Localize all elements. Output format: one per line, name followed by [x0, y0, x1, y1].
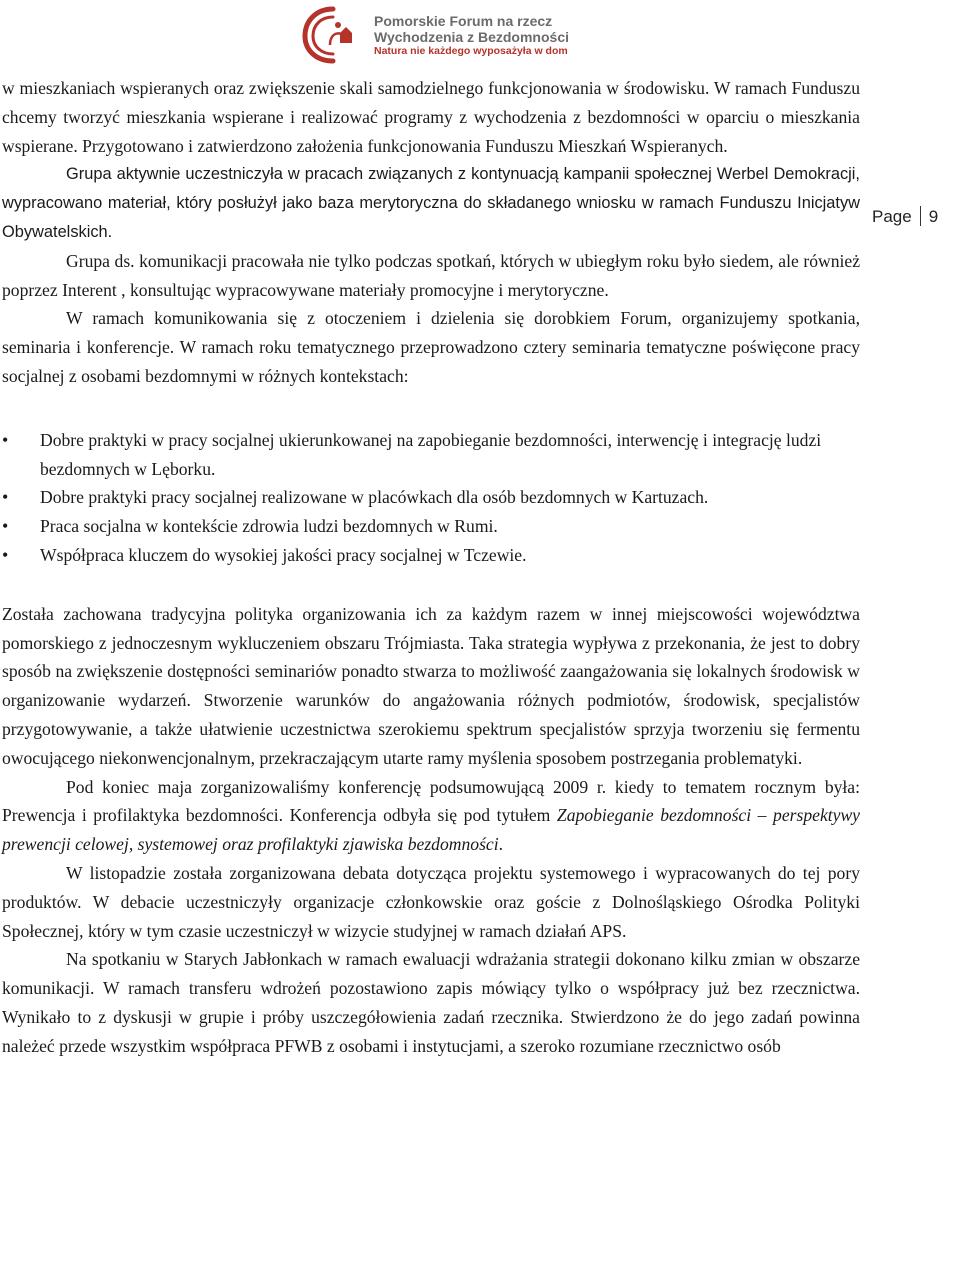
- paragraph-may-conference: [2, 773, 860, 859]
- organization-name-line2: Wychodzenia z Bezdomności: [374, 28, 569, 45]
- page-marker-separator: [920, 206, 921, 226]
- spacer: [2, 570, 860, 600]
- list-item: • Dobre praktyki pracy socjalnej realizowane w placówkach dla osób bezdomnych w Kartuzach.: [2, 483, 860, 512]
- organization-motto: Natura nie każdego wyposażyła w dom: [374, 45, 568, 58]
- page-number-marker: [872, 206, 960, 227]
- paragraph-communication-group: Grupa ds. komunikacji pracowała nie tylko podczas spotkań, których w ubiegłym roku było siedem, ale również poprzez Interent , konsultując wypracowywane materiały promocyjne i merytoryczne.: [2, 250, 860, 300]
- organization-name: [374, 13, 569, 57]
- list-item: • Dobre praktyki w pracy socjalnej ukierunkowanej na zapobieganie bezdomności, interwencję i integrację ludzi bezdomnych w Lęborku.: [2, 426, 860, 484]
- list-item: • Współpraca kluczem do wysokiej jakości pracy socjalnej w Tczewie.: [2, 541, 860, 570]
- conference-title: Zapobieganie bezdomności – perspektywy prewencji celowej, systemowej oraz profilaktyki zjawiska bezdomności: [2, 805, 860, 855]
- paragraph-stare-jablonki-meeting: Na spotkaniu w Starych Jabłonkach w ramach ewaluacji wdrażania strategii dokonano kilku zmian w obszarze komunikacji. W ramach transferu wdrożeń pozostawiono zapis mówiący tylko o współpracy już bez rzecznictwa. Wynikało to z dyskusji w grupie i próby uszczegółowienia zadań rzecznika. Stwierdzono że do jego zadań powinna należeć przede wszystkim współpraca PFWB z osobami i instytucjami, a szeroko rozumiane rzecznictwo osób: [2, 949, 860, 1056]
- page-number: 9: [928, 207, 939, 226]
- organization-logo-icon: [300, 5, 366, 65]
- paragraph-november-debate: W listopadzie została zorganizowana debata dotycząca projektu systemowego i wypracowanych do tej pory produktów. W debacie uczestniczyły organizacje członkowskie oraz goście z Dolnośląskiego Ośrodka Polityki Społecznej, który w tym czasie uczestniczył w wizycie studyjnej w ramach działań APS.: [2, 862, 860, 941]
- paragraph-seminars-intro: W ramach komunikowania się z otoczeniem i dzielenia się dorobkiem Forum, organizujemy spotkania, seminaria i konferencje. W ramach roku tematycznego przeprowadzono cztery seminaria tematyczne poświęcone pracy socjalnej z osobami bezdomnymi w różnych kontekstach:: [2, 308, 860, 386]
- paragraph-supported-housing: w mieszkaniach wspieranych oraz zwiększenie skali samodzielnego funkcjonowania w środowisku. W ramach Funduszu chcemy tworzyć mieszkania wspierane i realizować programy z wychodzenia z bezdomności w oparciu o mieszkania wspierane. Przygotowano i zatwierdzono założenia funkcjonowania Funduszu Mieszkań Wspieranych.: [2, 78, 860, 156]
- page-header: [300, 4, 600, 66]
- conference-text-end: .: [498, 834, 504, 855]
- seminar-list: [2, 426, 860, 570]
- paragraph-seminar-policy: Została zachowana tradycyjna polityka organizowania ich za każdym razem w innej miejscowości województwa pomorskiego z jednoczesnym wykluczeniem obszaru Trójmiasta. Taka strategia wypływa z przekonania, że jest to dobry sposób na zwiększenie dostępności seminariów ponadto stwarza to możliwość zaangażowania się lokalnych środowisk w organizowanie wydarzeń. Stworzenie warunków do angażowania różnych podmiotów, środowisk, specjalistów przygotowywanie, a także ułatwienie uczestnictwa szerokiemu spektrum specjalistów sprzyja tworzeniu się fermentu owocującego niekonwencjonalnym, przekraczającym utarte ramy myślenia sposobem postrzegania problematyki.: [2, 603, 860, 768]
- conference-text: Pod koniec maja zorganizowaliśmy konferencję podsumowującą 2009 r. kiedy to tematem rocznym była: Prewencja i profilaktyka bezdomności. Konferencja odbyła się pod tytułem: [2, 776, 860, 826]
- paragraph-werbel-campaign: Grupa aktywnie uczestniczyła w pracach związanych z kontynuacją kampanii społecznej Werbel Demokracji, wypracowano materiał, który posłużył jako baza merytoryczna do składanego wniosku w ramach Funduszu Inicjatyw Obywatelskich.: [2, 165, 860, 241]
- page-body: [2, 74, 860, 1061]
- list-item: • Praca socjalna w kontekście zdrowia ludzi bezdomnych w Rumi.: [2, 512, 860, 541]
- spacer: [2, 391, 860, 426]
- page-label: Page: [872, 207, 912, 226]
- organization-name-line1: Pomorskie Forum na rzecz: [374, 12, 553, 29]
